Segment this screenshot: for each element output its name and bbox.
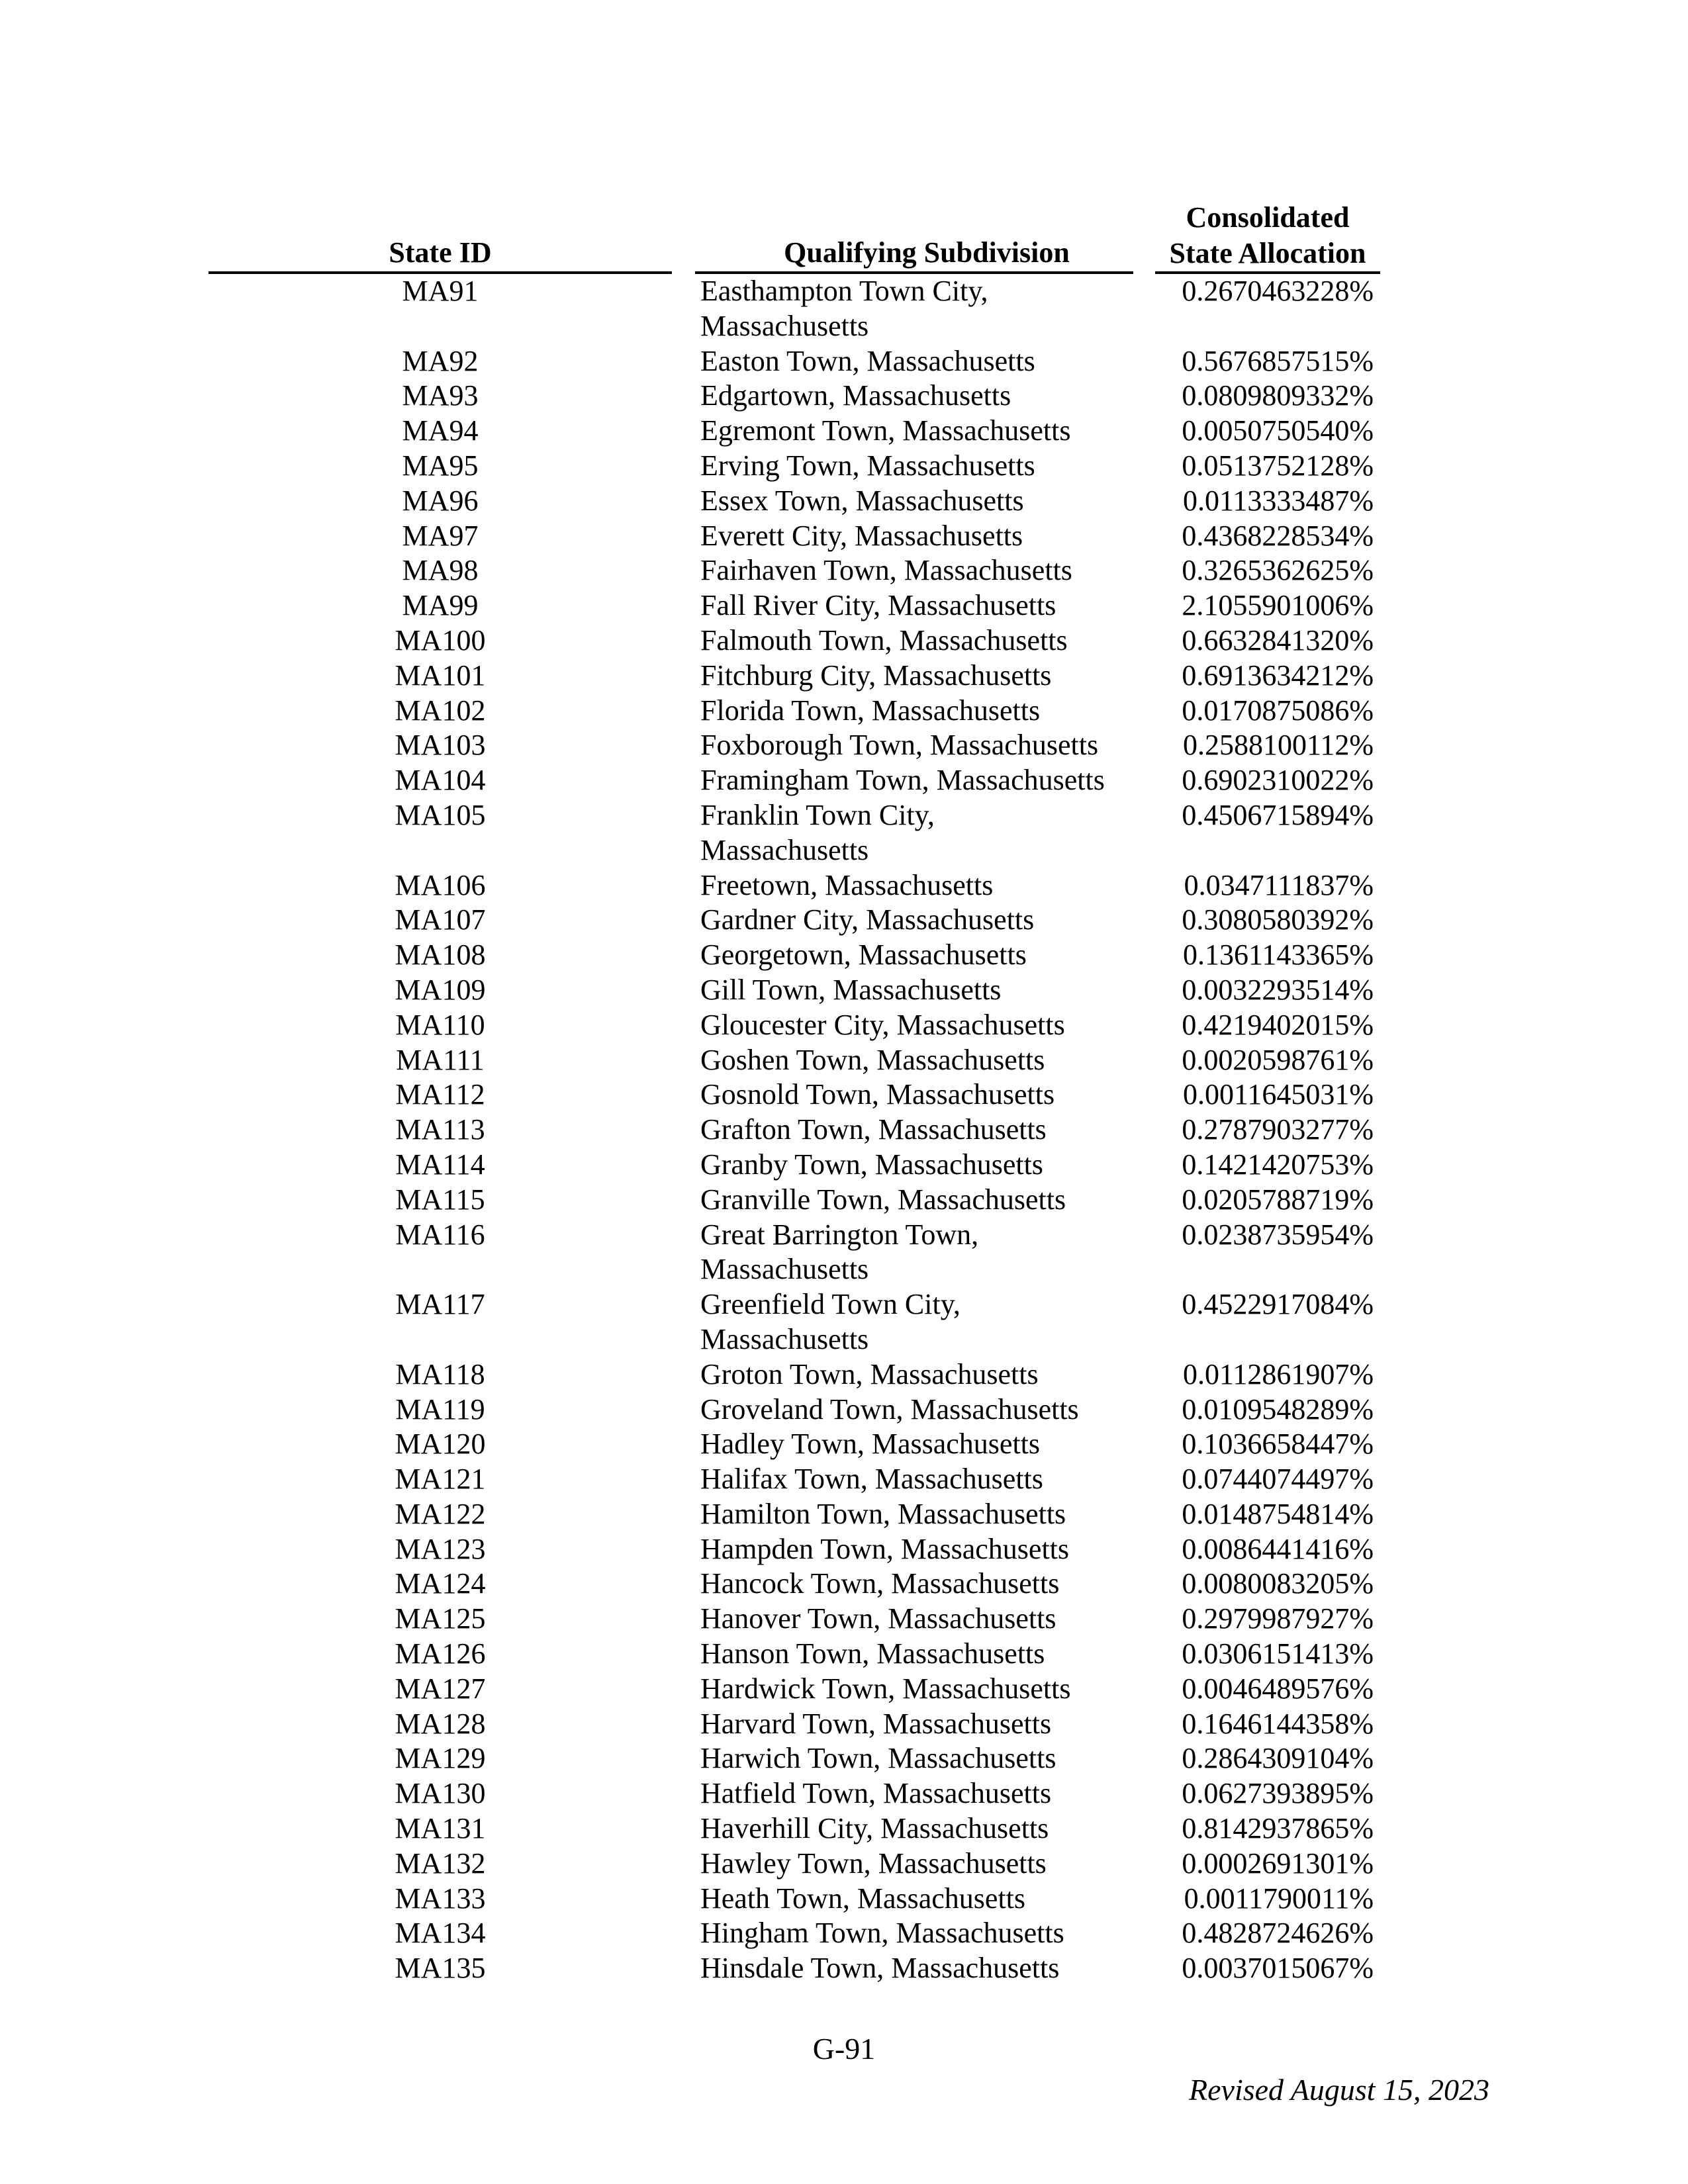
- subdivision-name-line1: Granby Town, Massachusetts: [700, 1148, 1043, 1181]
- subdivision-cell: [700, 659, 1131, 694]
- state-id-cell: MA115: [395, 1183, 485, 1216]
- subdivision-name-line1: Hampden Town, Massachusetts: [700, 1532, 1070, 1565]
- state-id-cell: MA100: [395, 623, 486, 657]
- table-row: [0, 694, 1688, 729]
- subdivision-name-line1: Foxborough Town, Massachusetts: [700, 729, 1099, 762]
- table-row: [0, 1532, 1688, 1567]
- table-row: [0, 1776, 1688, 1811]
- subdivision-cell: [700, 1567, 1131, 1602]
- table-row: [0, 1427, 1688, 1462]
- subdivision-cell: [700, 1951, 1131, 1986]
- subdivision-cell: [700, 1811, 1131, 1846]
- subdivision-name-line1: Egremont Town, Massachusetts: [700, 414, 1071, 447]
- subdivision-name-line1: Hatfield Town, Massachusetts: [700, 1777, 1052, 1810]
- subdivision-cell: [700, 623, 1131, 659]
- subdivision-cell: [700, 973, 1131, 1008]
- allocation-cell: 0.0011790011%: [1184, 1882, 1374, 1915]
- subdivision-cell: [700, 1846, 1131, 1882]
- table-row: [0, 1916, 1688, 1951]
- allocation-cell: 0.8142937865%: [1182, 1812, 1374, 1845]
- state-id-cell: MA110: [395, 1008, 485, 1041]
- state-id-cell: MA117: [395, 1288, 485, 1321]
- allocation-cell: 0.0037015067%: [1182, 1952, 1374, 1985]
- table-row: [0, 798, 1688, 868]
- subdivision-name-line2: Massachusetts: [700, 1322, 869, 1355]
- revision-date: Revised August 15, 2023: [1189, 2073, 1489, 2107]
- subdivision-name-line1: Hinsdale Town, Massachusetts: [700, 1952, 1060, 1985]
- subdivision-name-line1: Hamilton Town, Massachusetts: [700, 1497, 1066, 1530]
- state-id-cell: MA95: [402, 449, 479, 482]
- subdivision-cell: [700, 1741, 1131, 1776]
- allocation-cell: 0.0112861907%: [1182, 1357, 1374, 1390]
- subdivision-cell: [700, 1218, 1131, 1288]
- allocation-cell: 0.1036658447%: [1182, 1428, 1374, 1461]
- allocation-cell: 0.0113333487%: [1182, 484, 1374, 517]
- state-id-cell: MA109: [395, 973, 486, 1006]
- table-row: [0, 1148, 1688, 1183]
- subdivision-cell: [700, 484, 1131, 519]
- subdivision-name-line1: Greenfield Town City,: [700, 1288, 961, 1321]
- subdivision-cell: [700, 694, 1131, 729]
- allocation-cell: 0.0306151413%: [1182, 1637, 1374, 1670]
- table-row: [0, 763, 1688, 798]
- state-id-cell: MA101: [395, 659, 486, 692]
- state-id-cell: MA122: [395, 1497, 486, 1530]
- state-id-cell: MA99: [402, 589, 479, 622]
- subdivision-cell: [700, 1113, 1131, 1148]
- subdivision-cell: [700, 1008, 1131, 1043]
- state-id-cell: MA124: [395, 1567, 486, 1600]
- allocation-cell: 0.2979987927%: [1182, 1602, 1374, 1635]
- allocation-cell: 0.2588100112%: [1182, 729, 1374, 762]
- subdivision-cell: [700, 903, 1131, 938]
- allocation-cell: 0.1646144358%: [1182, 1707, 1374, 1740]
- allocation-cell: 0.4368228534%: [1182, 519, 1374, 552]
- allocation-table-body: [0, 274, 1688, 1986]
- state-id-cell: MA97: [402, 519, 479, 552]
- state-id-cell: MA96: [402, 484, 479, 517]
- table-row: [0, 1637, 1688, 1672]
- subdivision-cell: [700, 1183, 1131, 1218]
- state-id-cell: MA134: [395, 1917, 486, 1950]
- allocation-cell: 0.0109548289%: [1182, 1392, 1374, 1426]
- table-row: [0, 1462, 1688, 1497]
- allocation-cell: 0.0148754814%: [1182, 1497, 1374, 1530]
- allocation-cell: 0.0170875086%: [1182, 694, 1374, 727]
- subdivision-cell: [700, 1392, 1131, 1428]
- subdivision-name-line1: Hanson Town, Massachusetts: [700, 1637, 1045, 1670]
- header-allocation-line1: Consolidated: [1186, 201, 1350, 234]
- subdivision-cell: [700, 274, 1131, 344]
- subdivision-name-line1: Hanover Town, Massachusetts: [700, 1602, 1056, 1635]
- table-row: [0, 344, 1688, 379]
- subdivision-cell: [700, 1148, 1131, 1183]
- page-number: G-91: [812, 2032, 876, 2066]
- allocation-cell: 0.0050750540%: [1182, 414, 1374, 447]
- allocation-cell: 0.2864309104%: [1182, 1742, 1374, 1775]
- allocation-cell: 0.5676857515%: [1182, 344, 1374, 377]
- subdivision-cell: [700, 519, 1131, 554]
- subdivision-name-line1: Edgartown, Massachusetts: [700, 379, 1011, 412]
- table-row: [0, 1183, 1688, 1218]
- subdivision-name-line1: Hingham Town, Massachusetts: [700, 1917, 1064, 1950]
- subdivision-name-line1: Florida Town, Massachusetts: [700, 694, 1041, 727]
- subdivision-name-line1: Haverhill City, Massachusetts: [700, 1812, 1049, 1845]
- table-row: [0, 1218, 1688, 1288]
- allocation-cell: 0.0046489576%: [1182, 1672, 1374, 1705]
- table-row: [0, 728, 1688, 763]
- header-allocation-line2: State Allocation: [1169, 237, 1366, 269]
- state-id-cell: MA113: [395, 1113, 485, 1146]
- subdivision-name-line1: Groveland Town, Massachusetts: [700, 1392, 1079, 1426]
- state-id-cell: MA108: [395, 938, 486, 972]
- subdivision-name-line1: Fitchburg City, Massachusetts: [700, 659, 1052, 692]
- table-row: [0, 1741, 1688, 1776]
- table-row: [0, 1882, 1688, 1917]
- subdivision-name-line2: Massachusetts: [700, 1253, 869, 1286]
- subdivision-cell: [700, 1672, 1131, 1707]
- allocation-cell: 0.0205788719%: [1182, 1183, 1374, 1216]
- allocation-cell: 0.2670463228%: [1182, 275, 1374, 307]
- state-id-cell: MA112: [395, 1078, 485, 1111]
- table-row: [0, 1672, 1688, 1707]
- table-row: [0, 449, 1688, 484]
- subdivision-name-line1: Great Barrington Town,: [700, 1218, 979, 1251]
- table-row: [0, 903, 1688, 938]
- subdivision-name-line1: Heath Town, Massachusetts: [700, 1882, 1026, 1915]
- subdivision-name-line1: Freetown, Massachusetts: [700, 868, 994, 901]
- table-row: [0, 1602, 1688, 1637]
- allocation-cell: 0.0020598761%: [1182, 1043, 1374, 1076]
- subdivision-cell: [700, 1776, 1131, 1811]
- state-id-cell: MA123: [395, 1532, 486, 1565]
- allocation-cell: 0.0809809332%: [1182, 379, 1374, 412]
- subdivision-cell: [700, 1357, 1131, 1392]
- subdivision-cell: [700, 414, 1131, 449]
- subdivision-name-line1: Hardwick Town, Massachusetts: [700, 1672, 1071, 1705]
- allocation-cell: 0.1421420753%: [1182, 1148, 1374, 1181]
- state-id-cell: MA128: [395, 1707, 486, 1740]
- table-row: [0, 1392, 1688, 1428]
- state-id-cell: MA133: [395, 1882, 486, 1915]
- state-id-cell: MA135: [395, 1952, 486, 1985]
- table-row: [0, 623, 1688, 659]
- allocation-cell: 0.0744074497%: [1182, 1463, 1374, 1496]
- subdivision-cell: [700, 728, 1131, 763]
- header-state-id: State ID: [389, 236, 492, 269]
- subdivision-name-line1: Gosnold Town, Massachusetts: [700, 1078, 1055, 1111]
- table-row: [0, 1951, 1688, 1986]
- table-row: [0, 553, 1688, 588]
- allocation-cell: 0.1361143365%: [1182, 938, 1374, 972]
- state-id-cell: MA111: [396, 1043, 485, 1076]
- subdivision-name-line1: Grafton Town, Massachusetts: [700, 1113, 1047, 1146]
- table-row: [0, 1077, 1688, 1113]
- allocation-cell: 2.1055901006%: [1182, 589, 1374, 622]
- subdivision-cell: [700, 588, 1131, 623]
- subdivision-name-line1: Erving Town, Massachusetts: [700, 449, 1035, 482]
- state-id-cell: MA106: [395, 868, 486, 901]
- subdivision-name-line2: Massachusetts: [700, 309, 869, 342]
- subdivision-cell: [700, 1602, 1131, 1637]
- state-id-cell: MA103: [395, 729, 486, 762]
- subdivision-cell: [700, 868, 1131, 903]
- subdivision-name-line1: Essex Town, Massachusetts: [700, 484, 1024, 517]
- subdivision-name-line1: Granville Town, Massachusetts: [700, 1183, 1066, 1216]
- state-id-cell: MA131: [395, 1812, 486, 1845]
- subdivision-name-line1: Hawley Town, Massachusetts: [700, 1846, 1047, 1880]
- state-id-cell: MA120: [395, 1428, 486, 1461]
- subdivision-name-line2: Massachusetts: [700, 833, 869, 866]
- subdivision-name-line1: Franklin Town City,: [700, 798, 935, 831]
- state-id-cell: MA132: [395, 1846, 486, 1880]
- state-id-cell: MA107: [395, 903, 486, 936]
- allocation-cell: 0.3080580392%: [1182, 903, 1374, 936]
- allocation-cell: 0.0627393895%: [1182, 1777, 1374, 1810]
- subdivision-name-line1: Groton Town, Massachusetts: [700, 1357, 1039, 1390]
- subdivision-name-line1: Gloucester City, Massachusetts: [700, 1008, 1065, 1041]
- table-row: [0, 1846, 1688, 1882]
- subdivision-name-line1: Framingham Town, Massachusetts: [700, 764, 1105, 797]
- state-id-cell: MA104: [395, 764, 486, 797]
- subdivision-name-line1: Harvard Town, Massachusetts: [700, 1707, 1052, 1740]
- subdivision-cell: [700, 449, 1131, 484]
- state-id-cell: MA92: [402, 344, 479, 377]
- subdivision-cell: [700, 1916, 1131, 1951]
- state-id-cell: MA119: [395, 1392, 485, 1426]
- allocation-cell: 0.0032293514%: [1182, 973, 1374, 1006]
- state-id-cell: MA93: [402, 379, 479, 412]
- state-id-cell: MA98: [402, 554, 479, 587]
- subdivision-cell: [700, 344, 1131, 379]
- allocation-cell: 0.0513752128%: [1182, 449, 1374, 482]
- state-id-cell: MA127: [395, 1672, 486, 1705]
- allocation-cell: 0.4219402015%: [1182, 1008, 1374, 1041]
- allocation-cell: 0.4828724626%: [1182, 1917, 1374, 1950]
- table-row: [0, 274, 1688, 344]
- subdivision-cell: [700, 1532, 1131, 1567]
- state-id-cell: MA94: [402, 414, 479, 447]
- table-row: [0, 519, 1688, 554]
- subdivision-name-line1: Goshen Town, Massachusetts: [700, 1043, 1045, 1076]
- table-row: [0, 1567, 1688, 1602]
- subdivision-cell: [700, 553, 1131, 588]
- state-id-cell: MA126: [395, 1637, 486, 1670]
- allocation-cell: 0.0347111837%: [1184, 868, 1374, 901]
- state-id-cell: MA121: [395, 1463, 486, 1496]
- table-row: [0, 484, 1688, 519]
- subdivision-name-line1: Halifax Town, Massachusetts: [700, 1463, 1043, 1496]
- state-id-cell: MA105: [395, 798, 486, 831]
- table-row: [0, 1008, 1688, 1043]
- state-id-cell: MA125: [395, 1602, 486, 1635]
- state-id-cell: MA114: [395, 1148, 485, 1181]
- allocation-cell: 0.6902310022%: [1182, 764, 1374, 797]
- subdivision-cell: [700, 763, 1131, 798]
- subdivision-name-line1: Hancock Town, Massachusetts: [700, 1567, 1060, 1600]
- allocation-cell: 0.4506715894%: [1182, 798, 1374, 831]
- state-id-cell: MA91: [402, 275, 479, 307]
- subdivision-name-line1: Gill Town, Massachusetts: [700, 973, 1002, 1006]
- subdivision-cell: [700, 1707, 1131, 1742]
- subdivision-cell: [700, 379, 1131, 414]
- table-row: [0, 1497, 1688, 1532]
- table-row: [0, 659, 1688, 694]
- subdivision-name-line1: Easton Town, Massachusetts: [700, 344, 1035, 377]
- subdivision-cell: [700, 1882, 1131, 1917]
- allocation-cell: 0.6913634212%: [1182, 659, 1374, 692]
- state-id-cell: MA130: [395, 1777, 486, 1810]
- subdivision-name-line1: Everett City, Massachusetts: [700, 519, 1023, 552]
- subdivision-name-line1: Easthampton Town City,: [700, 275, 988, 307]
- allocation-cell: 0.6632841320%: [1182, 623, 1374, 657]
- state-id-cell: MA129: [395, 1742, 486, 1775]
- allocation-cell: 0.0080083205%: [1182, 1567, 1374, 1600]
- table-row: [0, 1811, 1688, 1846]
- allocation-cell: 0.0238735954%: [1182, 1218, 1374, 1251]
- state-id-cell: MA118: [395, 1357, 485, 1390]
- table-row: [0, 588, 1688, 623]
- header-consolidated-state-allocation: [1155, 200, 1380, 271]
- table-row: [0, 1287, 1688, 1357]
- subdivision-cell: [700, 1497, 1131, 1532]
- table-row: [0, 938, 1688, 973]
- allocation-cell: 0.4522917084%: [1182, 1288, 1374, 1321]
- subdivision-cell: [700, 1462, 1131, 1497]
- subdivision-cell: [700, 938, 1131, 973]
- subdivision-name-line1: Harwich Town, Massachusetts: [700, 1742, 1056, 1775]
- table-row: [0, 1357, 1688, 1392]
- state-id-cell: MA116: [395, 1218, 485, 1251]
- table-row: [0, 379, 1688, 414]
- subdivision-name-line1: Georgetown, Massachusetts: [700, 938, 1027, 972]
- subdivision-cell: [700, 798, 1131, 868]
- allocation-cell: 0.0086441416%: [1182, 1532, 1374, 1565]
- table-row: [0, 1707, 1688, 1742]
- state-id-cell: MA102: [395, 694, 486, 727]
- subdivision-name-line1: Fairhaven Town, Massachusetts: [700, 554, 1072, 587]
- table-row: [0, 1113, 1688, 1148]
- subdivision-name-line1: Hadley Town, Massachusetts: [700, 1428, 1041, 1461]
- allocation-cell: 0.0002691301%: [1182, 1846, 1374, 1880]
- table-row: [0, 414, 1688, 449]
- subdivision-name-line1: Gardner City, Massachusetts: [700, 903, 1035, 936]
- table-row: [0, 868, 1688, 903]
- subdivision-cell: [700, 1287, 1131, 1357]
- header-qualifying-subdivision: Qualifying Subdivision: [784, 236, 1070, 269]
- subdivision-cell: [700, 1043, 1131, 1078]
- subdivision-name-line1: Falmouth Town, Massachusetts: [700, 623, 1068, 657]
- subdivision-name-line1: Fall River City, Massachusetts: [700, 589, 1056, 622]
- allocation-cell: 0.2787903277%: [1182, 1113, 1374, 1146]
- table-row: [0, 973, 1688, 1008]
- subdivision-cell: [700, 1077, 1131, 1113]
- subdivision-cell: [700, 1427, 1131, 1462]
- allocation-cell: 0.3265362625%: [1182, 554, 1374, 587]
- allocation-cell: 0.0011645031%: [1182, 1078, 1374, 1111]
- subdivision-cell: [700, 1637, 1131, 1672]
- table-row: [0, 1043, 1688, 1078]
